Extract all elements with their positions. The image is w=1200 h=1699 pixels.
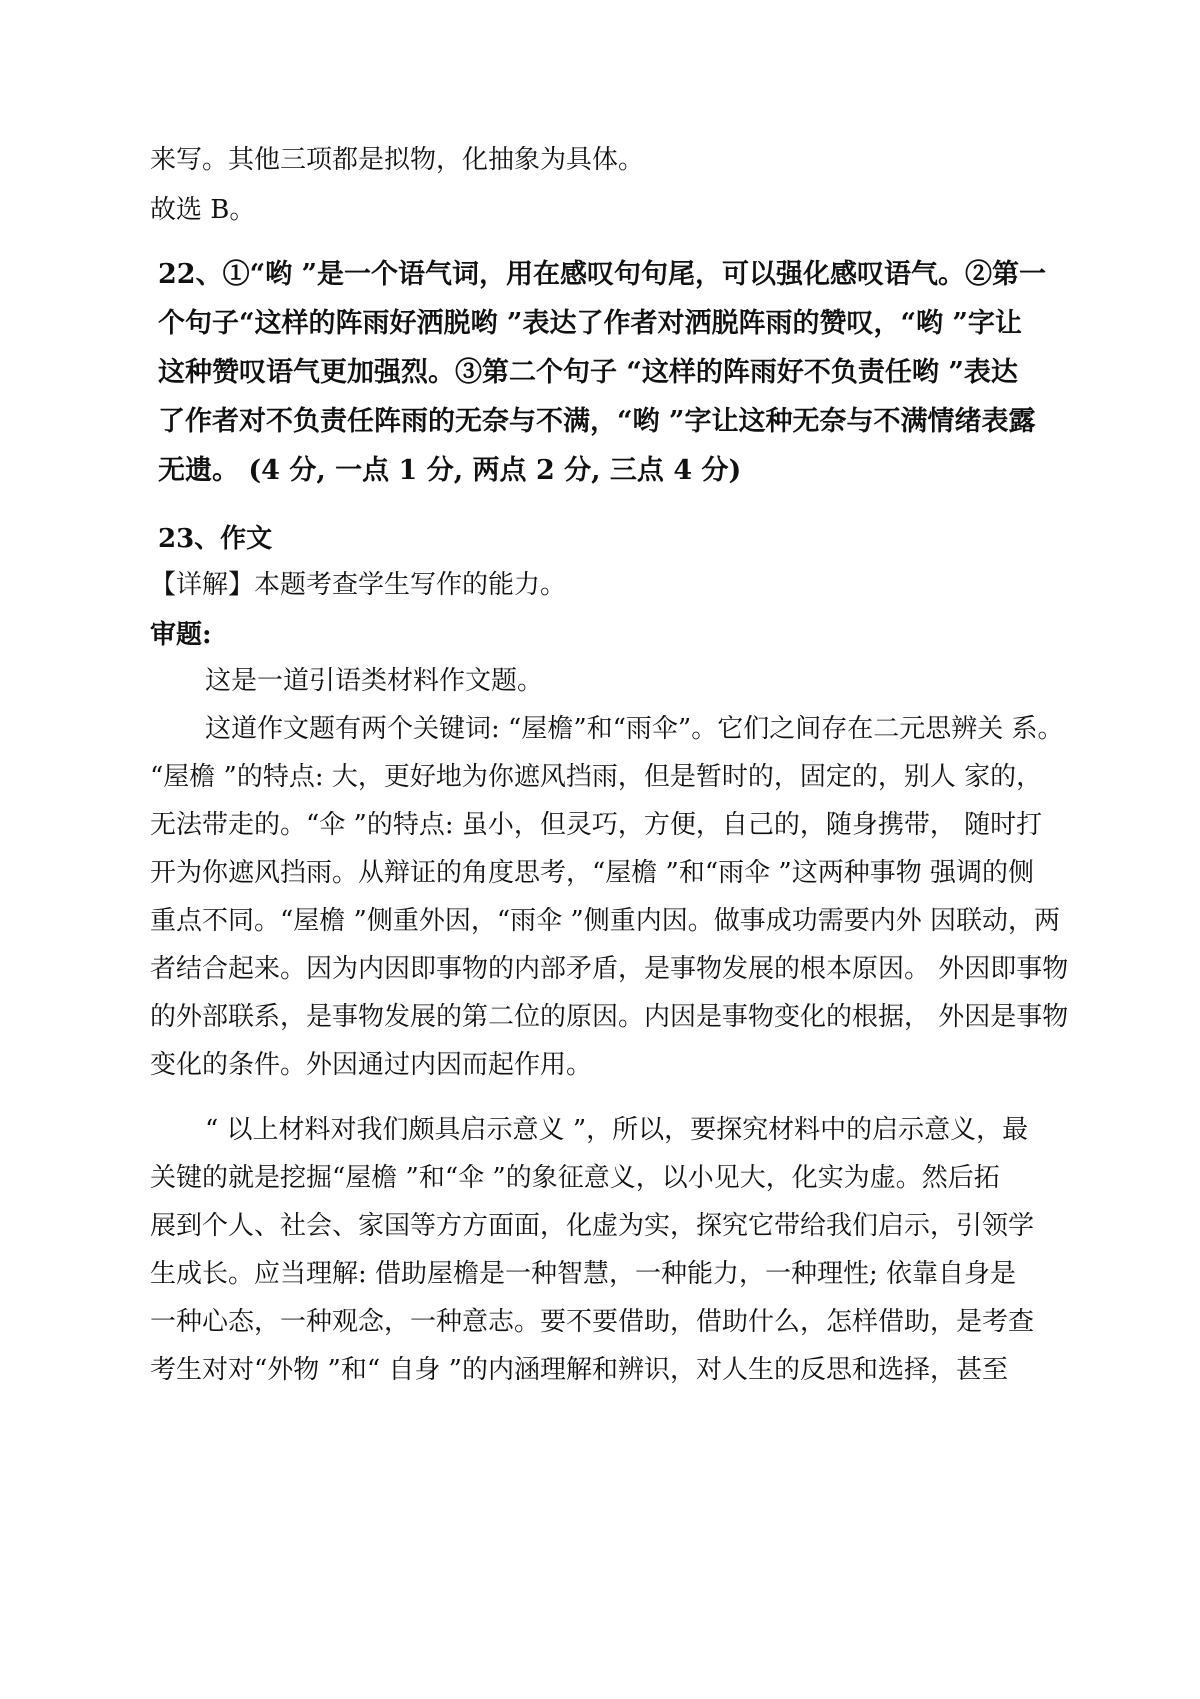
answer23-para3-line-2: 关键的就是挖掘“屋檐 ”和“伞 ”的象征意义，以小见大，化实为虚。然后拓 (150, 1163, 1000, 1193)
answer21-tail-line-2: 故选 B。 (150, 195, 256, 225)
answer22-line-2: 个句子“这样的阵雨好洒脱哟 ”表达了作者对洒脱阵雨的赞叹，“哟 ”字让 (158, 308, 1022, 339)
answer23-para3-line-6: 考生对对“外物 ”和“ 自身 ”的内涵理解和辨识，对人生的反思和选择，甚至 (150, 1355, 1008, 1385)
answer23-para2-line-1: 这道作文题有两个关键词: “屋檐”和“雨伞”。它们之间存在二元思辨关 系。 (205, 714, 1064, 744)
answer23-para2-line-8: 变化的条件。外因通过内因而起作用。 (150, 1050, 593, 1080)
answer23-subheading: 审题: (150, 620, 212, 650)
answer22-line-1: 22、①“哟 ”是一个语气词，用在感叹句句尾，可以强化感叹语气。②第一 (158, 259, 1047, 290)
answer22-line-4: 了作者对不负责任阵雨的无奈与不满，“哟 ”字让这种无奈与不满情绪表露 (158, 406, 1036, 437)
answer23-heading: 23、作文 (158, 524, 273, 554)
answer23-para3-line-4: 生成长。应当理解: 借助屋檐是一种智慧，一种能力，一种理性; 依靠自身是 (150, 1259, 1017, 1289)
answer23-para3-line-1: “ 以上材料对我们颇具启示意义 ”，所以，要探究材料中的启示意义，最 (205, 1115, 1029, 1145)
answer23-para2-line-5: 重点不同。“屋檐 ”侧重外因，“雨伞 ”侧重内因。做事成功需要内外 因联动，两 (150, 906, 1060, 936)
answer23-para1: 这是一道引语类材料作文题。 (205, 666, 544, 696)
answer22-line-3: 这种赞叹语气更加强烈。③第二个句子 “这样的阵雨好不负责任哟 ”表达 (158, 357, 1018, 388)
answer23-para2-line-4: 开为你遮风挡雨。从辩证的角度思考，“屋檐 ”和“雨伞 ”这两种事物 强调的侧 (150, 858, 1034, 888)
answer23-para2-line-3: 无法带走的。“伞 ”的特点: 虽小，但灵巧，方便，自己的，随身携带， 随时打 (150, 810, 1043, 840)
answer23-para3-line-5: 一种心态，一种观念，一种意志。要不要借助，借助什么，怎样借助，是考查 (150, 1307, 1035, 1337)
answer23-para3-line-3: 展到个人、社会、家国等方方面面，化虚为实，探究它带给我们启示，引领学 (150, 1211, 1035, 1241)
answer23-para2-line-2: “屋檐 ”的特点: 大，更好地为你遮风挡雨，但是暂时的，固定的，别人 家的， (150, 762, 1043, 792)
answer21-tail-line-1: 来写。其他三项都是拟物，化抽象为具体。 (150, 145, 645, 175)
answer23-para2-line-6: 者结合起来。因为内因即事物的内部矛盾，是事物发展的根本原因。 外因即事物 (150, 954, 1069, 984)
answer23-detail: 【详解】本题考查学生写作的能力。 (150, 570, 567, 600)
answer23-para2-line-7: 的外部联系，是事物发展的第二位的原因。内因是事物变化的根据， 外因是事物 (150, 1002, 1069, 1032)
answer22-line-5: 无遗。 (4 分, 一点 1 分, 两点 2 分, 三点 4 分) (158, 455, 742, 486)
